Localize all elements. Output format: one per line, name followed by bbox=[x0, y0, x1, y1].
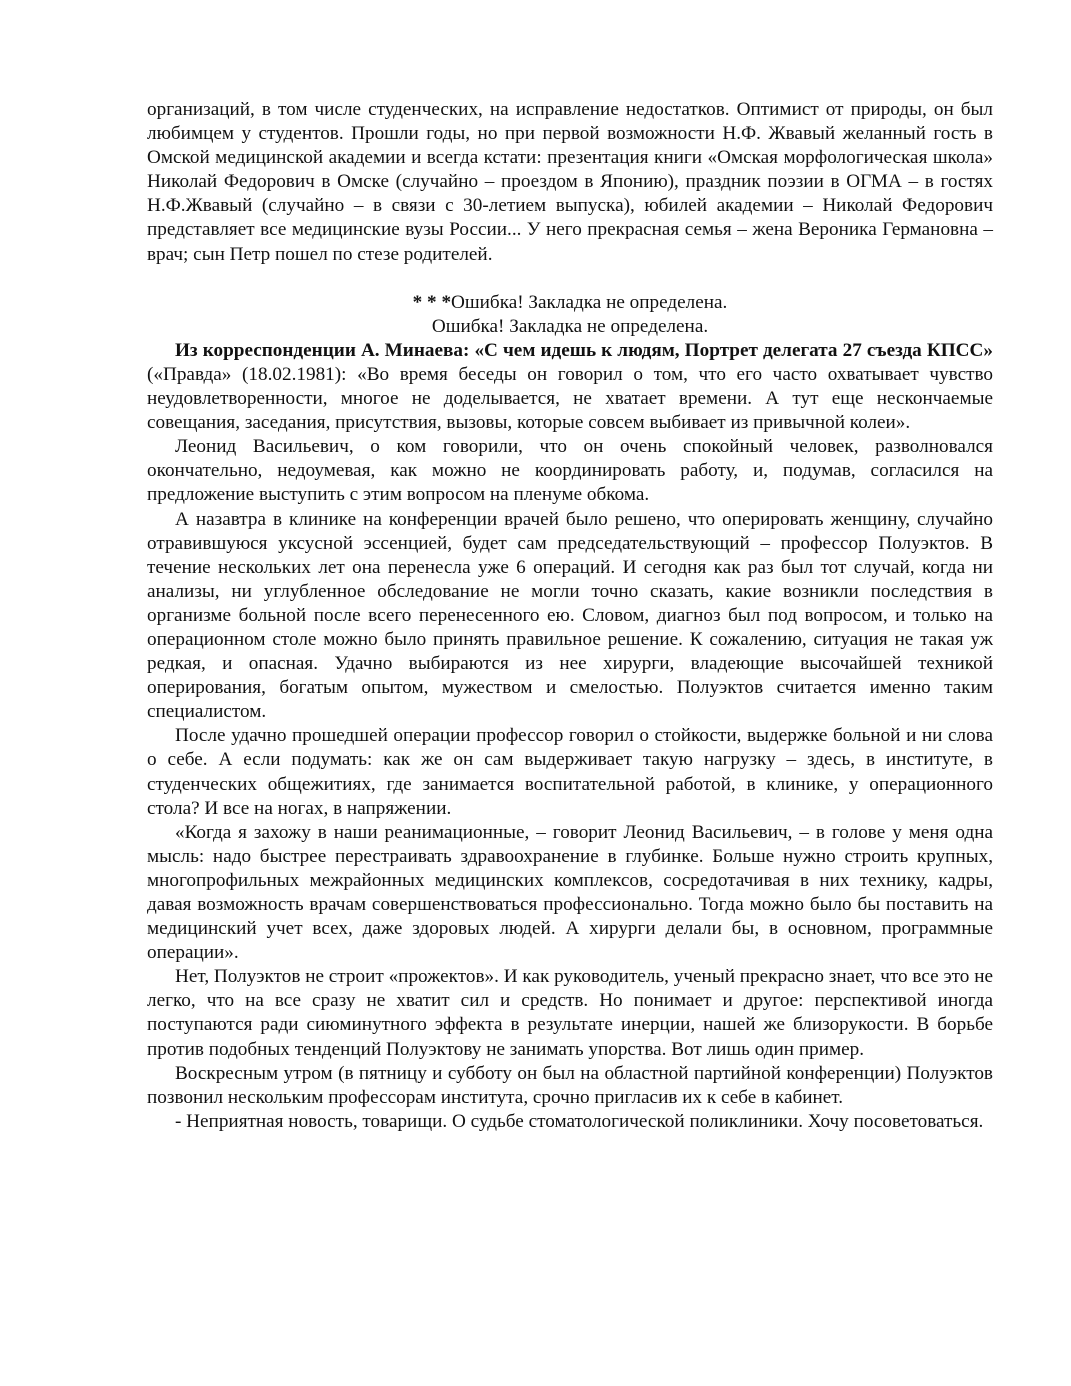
bookmark-error-1: Ошибка! Закладка не определена. bbox=[451, 291, 728, 313]
paragraph-5: «Когда я захожу в наши реанимационные, – говорит Леонид Васильевич, – в голове у меня одна мысль: надо быстрее перестраивать здравоохранение в глубинке. Больше нужно строить крупных, многопрофильных межрайонных медицинских комплексов, сосредотачивая в них технику, кадры, давая возможность врачам совершенствоваться профессионально. Тогда можно было бы поставить на медицинский учет всех, даже здоровых людей. А хирурги делали бы, в основном, программные операции». bbox=[147, 821, 993, 964]
paragraph-4: После удачно прошедшей операции профессор говорил о стойкости, выдержке больной и ни слова о себе. А если подумать: как же он сам выдерживает такую нагрузку – здесь, в институте, в студенческих общежитиях, где занимается воспитательной работой, в клинике, у операционного стола? И все на ногах, в напряжении. bbox=[147, 725, 993, 819]
paragraph-8: - Неприятная новость, товарищи. О судьбе стоматологической поликлиники. Хочу посоветоваться. bbox=[175, 1110, 984, 1132]
intro-paragraph: организаций, в том числе студенческих, на исправление недостатков. Оптимист от природы, он был любимцем у студентов. Прошли годы, но при первой возможности Н.Ф. Жвавый желанный гость в Омской медицинской академии и всегда кстати: презентация книги «Омская морфологическая школа» Николай Федорович в Омске (случайно – проездом в Японию), праздник поэзии в ОГМА – в гостях Н.Ф.Жвавый (случайно – в связи с 30-летием выпуска), юбилей академии – Николай Федорович представляет все медицинские вузы России... У него прекрасная семья – жена Вероника Германовна – врач; сын Петр пошел по стезе родителей. bbox=[147, 99, 993, 265]
document-page bbox=[147, 98, 993, 1134]
source-title: Из корреспонденции А. Минаева: «С чем идешь к людям, Портрет делегата 27 съезда КПСС» bbox=[175, 339, 993, 361]
paragraph-6: Нет, Полуэктов не строит «прожектов». И как руководитель, ученый прекрасно знает, что все это не легко, что на все сразу не хватит сил и средств. Но понимает и другое: перспективой иногда поступаются ради сиюминутного эффекта в результате инерции, нашей же близорукости. В борьбе против подобных тенденций Полуэктову не занимать упорства. Вот лишь один пример. bbox=[147, 966, 993, 1060]
paragraph-2: Леонид Васильевич, о ком говорили, что он очень спокойный человек, разволновался окончательно, недоумевая, как можно не координировать работу, и, подумав, согласился на предложение выступить с этим вопросом на пленуме обкома. bbox=[147, 436, 993, 506]
paragraph-7: Воскресным утром (в пятницу и субботу он был на областной партийной конференции) Полуэктов позвонил нескольким профессорам института, срочно пригласив их к себе в кабинет. bbox=[147, 1062, 993, 1108]
section-heading bbox=[147, 291, 993, 315]
source-quote: («Правда» (18.02.1981): «Во время беседы он говорил о том, что его часто охватывает чувство неудовлетворенности, многое не доделывается, не хватает времени. А тут еще нескончаемые совещания, заседания, присутствия, вызовы, которые совсем выбивает из привычной колеи». bbox=[147, 363, 993, 434]
section-stars: * * * bbox=[412, 291, 452, 313]
source-paragraph bbox=[147, 339, 993, 435]
paragraph-3: А назавтра в клинике на конференции врачей было решено, что оперировать женщину, случайно отравившуюся уксусной эссенцией, будет сам председательствующий – профессор Полуэктов. В течение нескольких лет она перенесла уже 6 операций. И сегодня как раз был тот случай, когда ни анализы, ни углубленное обследование не могли точно сказать, какие возникли последствия в организме больной после всего перенесенного ею. Словом, диагноз был под вопросом, и только на операционном столе можно было принять правильное решение. К сожалению, ситуация не такая уж редкая, и опасная. Удачно выбираются из нее хирурги, владеющие высочайшей техникой оперирования, богатым опытом, мужеством и смелостью. Полуэктов считается именно таким специалистом. bbox=[147, 508, 993, 723]
section-spacer bbox=[147, 267, 993, 291]
bookmark-error-2: Ошибка! Закладка не определена. bbox=[431, 315, 709, 337]
